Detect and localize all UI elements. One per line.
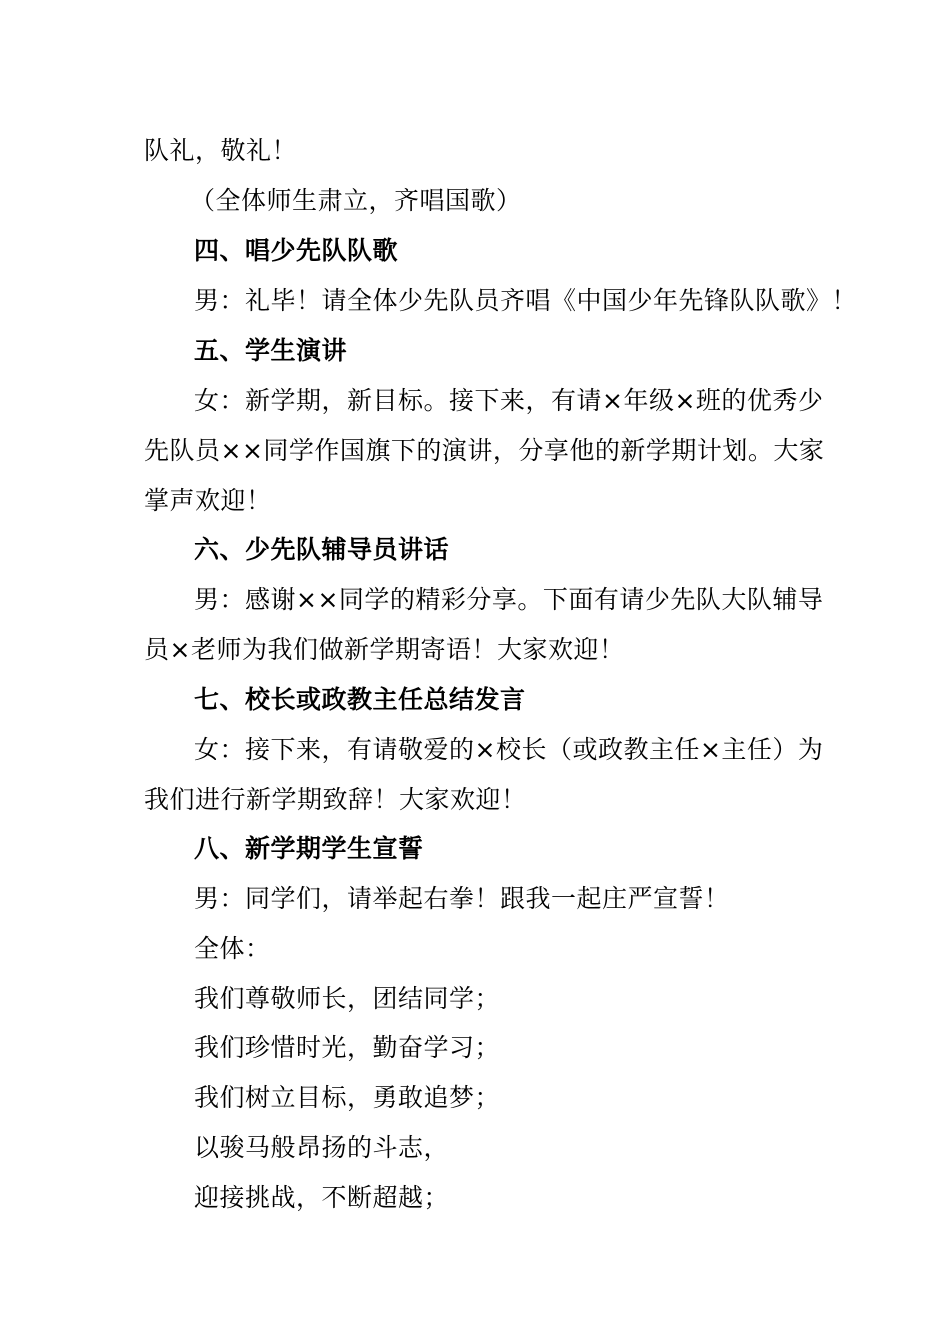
paragraph-line: 我们树立目标，勇敢追梦； [194,1083,501,1112]
section-heading: 八、新学期学生宣誓 [194,834,424,863]
paragraph-line: （全体师生肃立，齐唱国歌） [190,186,522,215]
section-heading: 四、唱少先队队歌 [194,236,399,265]
paragraph-line: 我们珍惜时光，勤奋学习； [194,1033,501,1062]
paragraph-line: 女：新学期，新目标。接下来，有请×年级×班的优秀少 [194,386,824,415]
paragraph-line: 我们进行新学期致辞！大家欢迎！ [144,785,527,814]
paragraph-line: 男：同学们，请举起右拳！跟我一起庄严宣誓！ [194,884,730,913]
paragraph-line: 男：感谢××同学的精彩分享。下面有请少先队大队辅导 [194,585,824,614]
section-heading: 六、少先队辅导员讲话 [194,535,450,564]
paragraph-line: 队礼，敬礼！ [144,136,298,165]
section-heading: 五、学生演讲 [194,336,348,365]
paragraph-line: 我们尊敬师长，团结同学； [194,984,501,1013]
paragraph-line: 女：接下来，有请敬爱的×校长（或政教主任×主任）为 [194,735,824,764]
paragraph-line: 掌声欢迎！ [144,486,272,515]
section-heading: 七、校长或政教主任总结发言 [194,685,526,714]
paragraph-line: 以骏马般昂扬的斗志， [194,1133,450,1162]
paragraph-line: 员×老师为我们做新学期寄语！大家欢迎！ [144,635,625,664]
paragraph-line: 迎接挑战，不断超越； [194,1183,450,1212]
paragraph-line: 男：礼毕！请全体少先队员齐唱《中国少年先锋队队歌》！ [194,286,858,315]
paragraph-line: 全体： [194,934,271,963]
paragraph-line: 先队员××同学作国旗下的演讲，分享他的新学期计划。大家 [144,436,825,465]
